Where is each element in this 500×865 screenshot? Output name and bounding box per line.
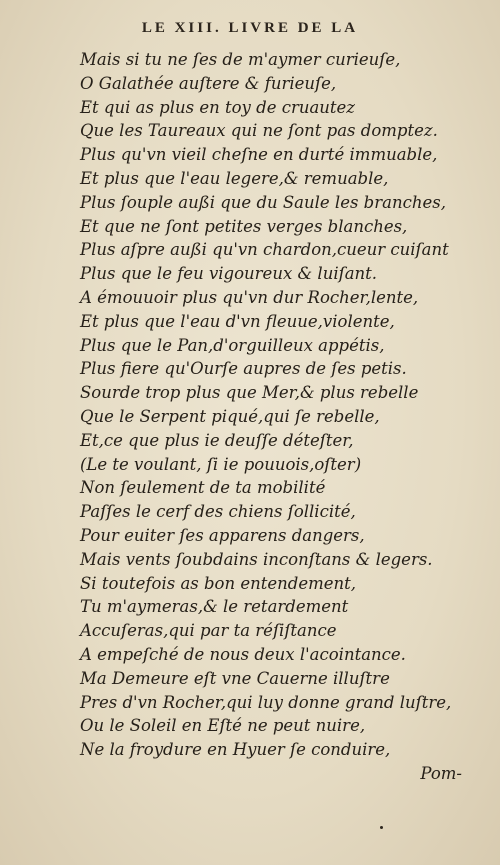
verse-line: Et que ne ſont petites verges blanches,	[80, 216, 408, 236]
verse-line: A empeſché de nous deux l'acointance.	[80, 644, 406, 664]
verse-line: Pour euiter ſes apparens dangers,	[80, 525, 365, 545]
verse-line: Et,ce que plus ie deuſſe déteſter,	[80, 430, 354, 450]
verse-line: Ne la froydure en Hyuer ſe conduire,	[80, 740, 391, 760]
verse-line: Plus fiere qu'Ourſe aupres de ſes petis.	[80, 359, 407, 379]
running-head: LE XIII. LIVRE DE LA	[141, 20, 359, 36]
ink-speck	[380, 826, 383, 829]
verse-line: Tu m'aymeras,& le retardement	[80, 597, 349, 617]
verse-line: Ma Demeure eſt vne Cauerne illuſtre	[80, 668, 390, 688]
verse-line: Plus ſouple außi que du Saule les branches,	[80, 192, 446, 212]
verse-text	[80, 48, 480, 762]
verse-line: Plus que le feu vigoureux & luiſant.	[80, 264, 378, 284]
verse-line: Pres d'vn Rocher,qui luy donne grand luſtre,	[80, 692, 452, 712]
catchword: Pom-	[420, 764, 462, 783]
verse-line: A émouuoir plus qu'vn dur Rocher,lente,	[80, 287, 419, 307]
verse-line: Si toutefois as bon entendement,	[80, 573, 357, 593]
verse-line: Non ſeulement de ta mobilité	[80, 478, 326, 498]
verse-line: (Le te voulant, ſi ie pouuois,oſter)	[80, 454, 362, 474]
verse-line: Mais vents ſoubdains inconſtans & legers.	[80, 549, 433, 569]
verse-line: Plus qu'vn vieil cheſne en durté immuable,	[80, 145, 438, 165]
verse-line: Mais si tu ne ſes de m'aymer curieuſe,	[80, 50, 401, 69]
verse-line: Que le Serpent piqué,qui ſe rebelle,	[80, 406, 380, 426]
verse-line: Et plus que l'eau legere,& remuable,	[80, 168, 389, 188]
verse-line: Ou le Soleil en Eſté ne peut nuire,	[80, 716, 366, 736]
verse-line: Plus aſpre außi qu'vn chardon,cueur cuiſant	[80, 240, 449, 260]
verse-line: Plus que le Pan,d'orguilleux appétis,	[80, 335, 385, 355]
verse-line: Sourde trop plus que Mer,& plus rebelle	[80, 383, 419, 403]
verse-line: Et plus que l'eau d'vn fleuue,violente,	[80, 311, 395, 331]
verse-line: Paſſes le cerf des chiens ſollicité,	[80, 502, 356, 522]
verse-line: Et qui as plus en toy de cruautez	[80, 97, 356, 117]
verse-line: Que les Taureaux qui ne ſont pas domptez.	[80, 121, 438, 141]
verse-line: O Galathée auſtere & furieuſe,	[80, 73, 337, 93]
verse-line: Accuſeras,qui par ta réſiſtance	[80, 621, 337, 641]
